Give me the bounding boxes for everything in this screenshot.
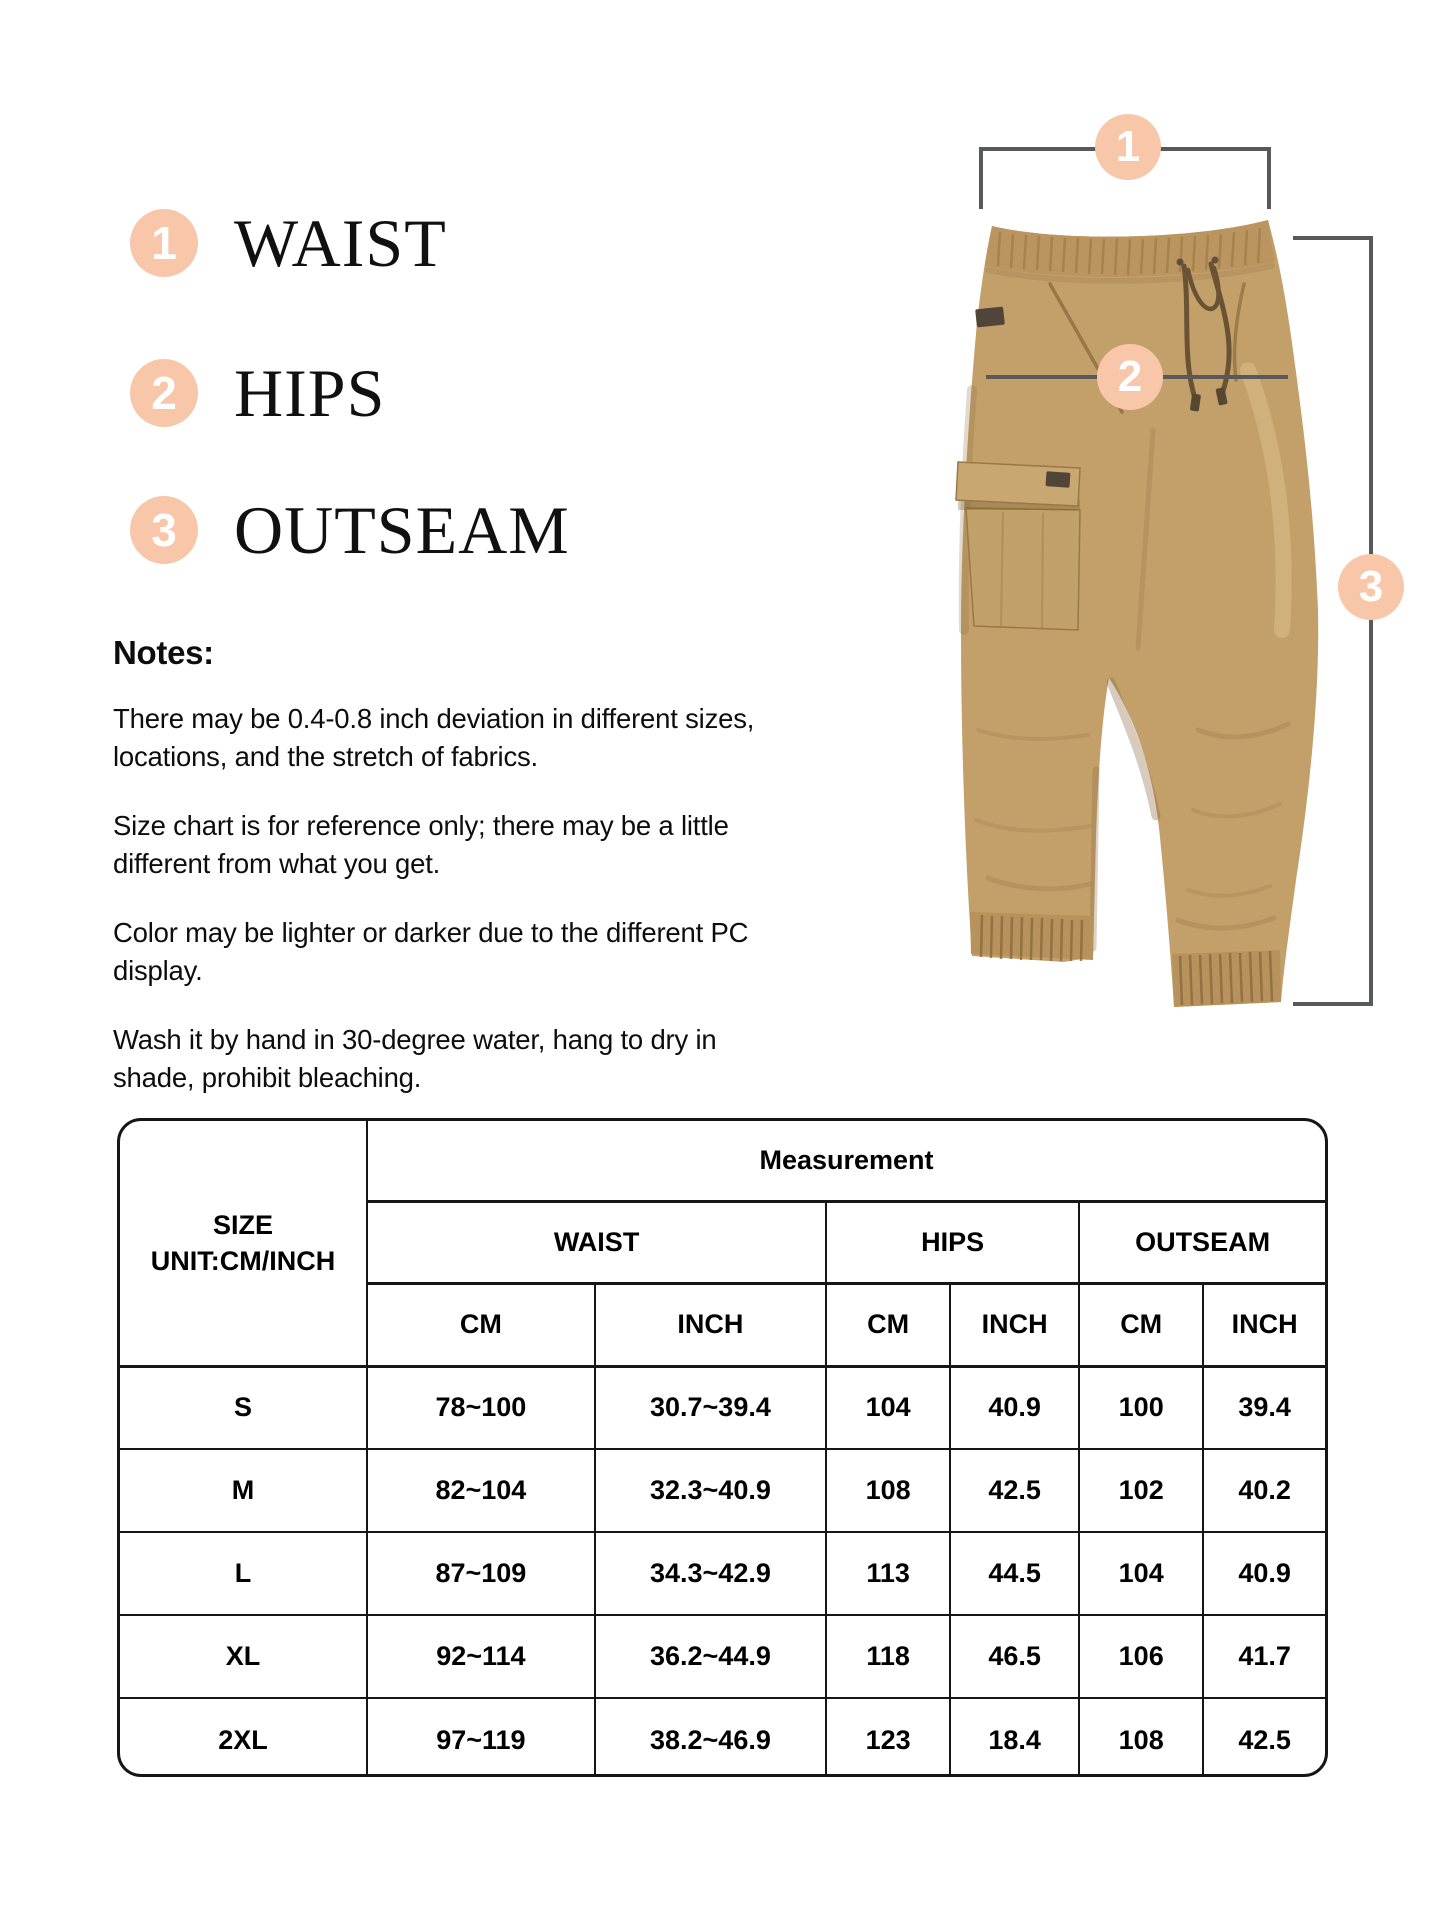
note-paragraph: Wash it by hand in 30-degree water, hang to dry in shade, prohibit bleaching. [113,1024,717,1093]
waistband [985,220,1275,277]
size-label: M [120,1449,367,1532]
table-row-s [120,1366,1325,1449]
size-chart-table [117,1118,1328,1777]
size-header-line1: SIZE [213,1209,274,1240]
left-cuff [970,912,1094,961]
waist-inch-value: 34.3~42.9 [595,1532,826,1615]
legend-label-hips: HIPS [234,355,386,431]
outseam-inch-value: 40.9 [1203,1532,1325,1615]
hips-cm-value: 104 [826,1366,950,1449]
hips-inch-value: 18.4 [950,1698,1079,1777]
hips-inch-value: 42.5 [950,1449,1079,1532]
waist-cm-value: 82~104 [367,1449,595,1532]
waist-marker-badge-icon: 1 [1095,114,1161,180]
waist-cm-value: 78~100 [367,1366,595,1449]
legend-item-outseam [130,492,570,568]
table-row-l [120,1532,1325,1615]
waist-cm-value: 97~119 [367,1698,595,1777]
notes-section [113,700,769,1128]
hip-tab [975,307,1005,328]
hips-inch-value: 44.5 [950,1532,1079,1615]
hips-cm-header: CM [826,1283,950,1366]
number-3-badge-icon: 3 [130,496,198,564]
note-paragraph: Color may be lighter or darker due to the different PC display. [113,917,749,986]
waist-cm-value: 87~109 [367,1532,595,1615]
table-row-2xl [120,1698,1325,1777]
size-label: S [120,1366,367,1449]
hips-inch-header: INCH [950,1283,1079,1366]
outseam-inch-header: INCH [1203,1283,1325,1366]
waist-inch-value: 30.7~39.4 [595,1366,826,1449]
number-2-badge-icon: 2 [130,359,198,427]
hips-cm-value: 108 [826,1449,950,1532]
note-paragraph: There may be 0.4-0.8 inch deviation in different sizes, locations, and the stretch of fabrics. [113,703,755,772]
cargo-pants-photo [948,210,1340,1010]
outseam-inch-value: 41.7 [1203,1615,1325,1698]
size-unit-header [120,1121,367,1366]
number-1-badge-icon: 1 [130,209,198,277]
size-label: L [120,1532,367,1615]
table-row-m [120,1449,1325,1532]
hips-cm-value: 123 [826,1698,950,1777]
size-label: XL [120,1615,367,1698]
waist-inch-value: 36.2~44.9 [595,1615,826,1698]
table-row-xl [120,1615,1325,1698]
outseam-cm-value: 100 [1079,1366,1203,1449]
legend-item-waist [130,205,447,281]
legend-label-waist: WAIST [234,205,447,281]
outseam-cm-header: CM [1079,1283,1203,1366]
waist-cm-header: CM [367,1283,595,1366]
waist-inch-header: INCH [595,1283,826,1366]
outseam-marker-badge-icon: 3 [1338,554,1404,620]
hips-marker-badge-icon: 2 [1097,344,1163,410]
right-cuff [1172,950,1281,1007]
measurement-header: Measurement [367,1121,1325,1201]
outseam-measure-bracket [1293,236,1373,1006]
hips-cm-value: 113 [826,1532,950,1615]
size-header-line2: UNIT:CM/INCH [150,1245,336,1276]
waist-cm-value: 92~114 [367,1615,595,1698]
legend-item-hips [130,355,386,431]
hips-cm-value: 118 [826,1615,950,1698]
hips-group-header: HIPS [826,1201,1079,1283]
outseam-cm-value: 102 [1079,1449,1203,1532]
waist-inch-value: 32.3~40.9 [595,1449,826,1532]
hips-inch-value: 46.5 [950,1615,1079,1698]
outseam-inch-value: 40.2 [1203,1449,1325,1532]
waist-inch-value: 38.2~46.9 [595,1698,826,1777]
notes-heading: Notes: [113,634,214,671]
hips-inch-value: 40.9 [950,1366,1079,1449]
waist-group-header: WAIST [367,1201,826,1283]
legend-label-outseam: OUTSEAM [234,492,570,568]
outseam-group-header: OUTSEAM [1079,1201,1325,1283]
outseam-cm-value: 104 [1079,1532,1203,1615]
outseam-inch-value: 39.4 [1203,1366,1325,1449]
size-label: 2XL [120,1698,367,1777]
outseam-cm-value: 106 [1079,1615,1203,1698]
outseam-inch-value: 42.5 [1203,1698,1325,1777]
cargo-pocket-tab [1045,471,1070,488]
outseam-cm-value: 108 [1079,1698,1203,1777]
note-paragraph: Size chart is for reference only; there may be a little different from what you get. [113,810,729,879]
cargo-pocket [956,462,1080,630]
